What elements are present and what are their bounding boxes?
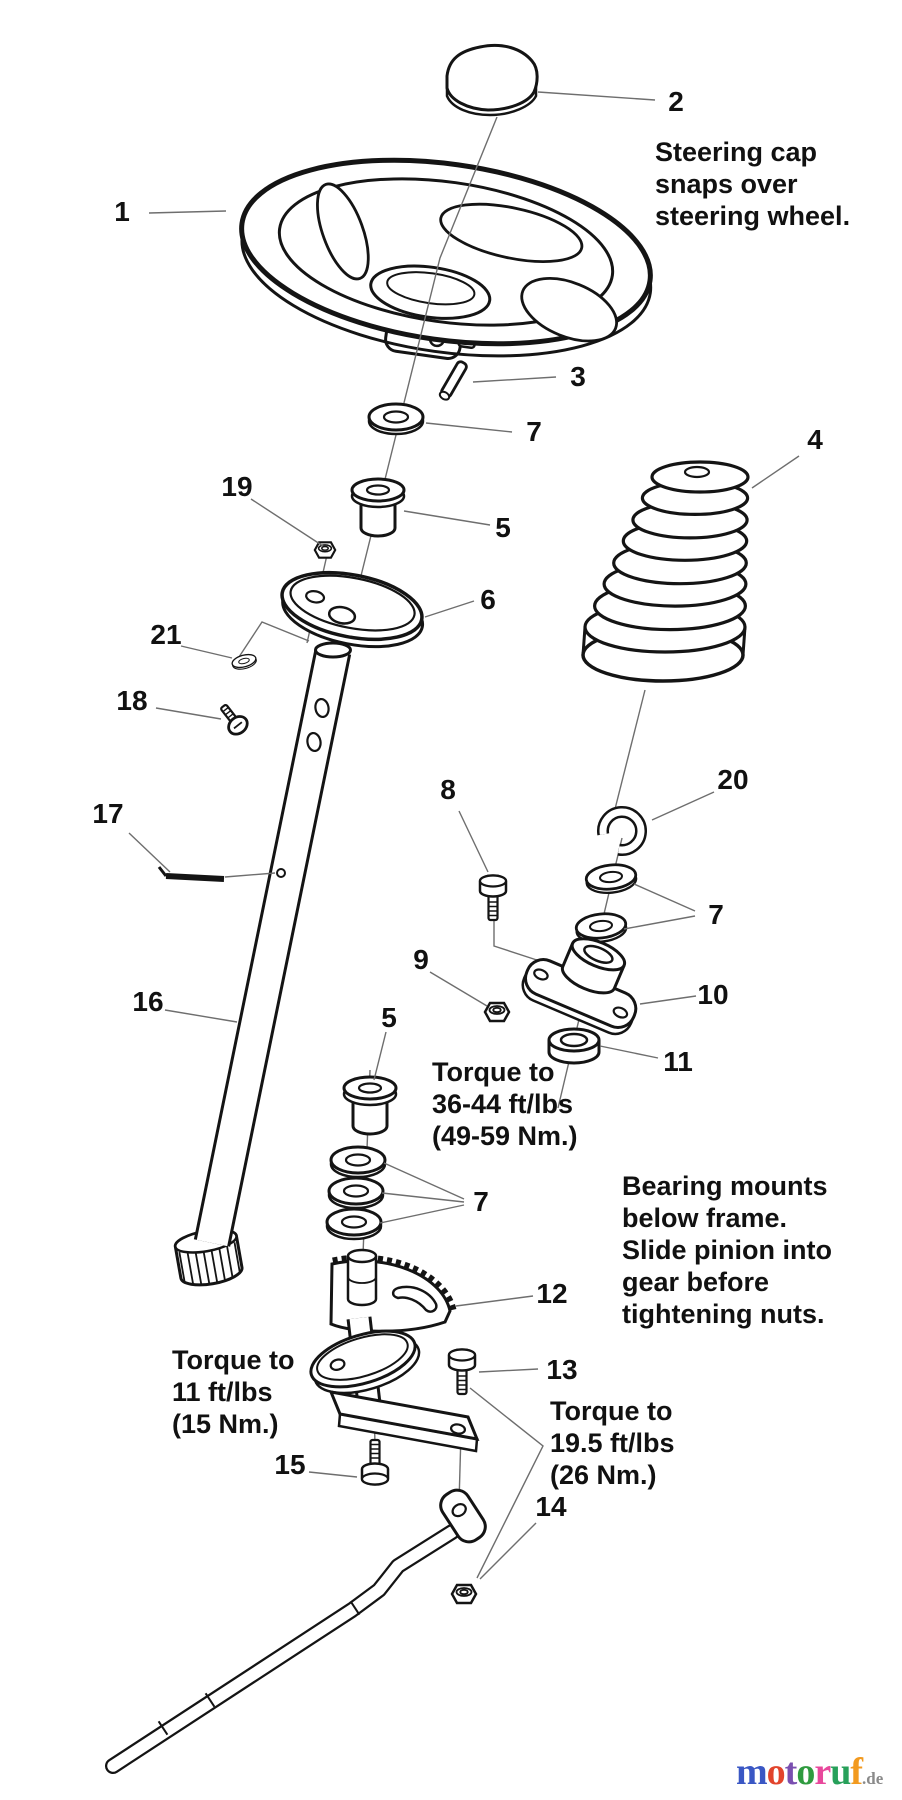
logo-letter: o — [766, 1751, 785, 1793]
svg-text:(49-59 Nm.): (49-59 Nm.) — [432, 1121, 578, 1151]
note-torque-11 — [172, 1345, 294, 1439]
washer-7-upper-right — [585, 863, 637, 896]
svg-text:below frame.: below frame. — [622, 1203, 788, 1233]
washer-7-stack-3 — [327, 1209, 381, 1239]
callout-17: 17 — [92, 798, 124, 829]
logo-tld: .de — [861, 1769, 884, 1788]
lock-nut-19 — [315, 542, 335, 557]
svg-text:11 ft/lbs: 11 ft/lbs — [172, 1377, 273, 1407]
logo-letter: m — [736, 1751, 767, 1793]
callout-3: 3 — [570, 361, 586, 392]
callout-21: 21 — [150, 619, 182, 650]
callout-5-top: 5 — [495, 512, 511, 543]
callout-15: 15 — [274, 1449, 306, 1480]
steering-boot-bellows — [583, 462, 748, 681]
svg-text:36-44 ft/lbs: 36-44 ft/lbs — [432, 1089, 574, 1119]
svg-text:steering wheel.: steering wheel. — [655, 201, 851, 231]
flange-nut-9 — [485, 1003, 509, 1021]
logo-letter: u — [830, 1751, 851, 1793]
logo-letter: r — [814, 1751, 831, 1793]
svg-text:Torque to: Torque to — [432, 1057, 555, 1087]
washer-21 — [231, 652, 258, 671]
callout-14: 14 — [535, 1491, 567, 1522]
note-bearing-mounts — [622, 1171, 832, 1329]
callout-7-right: 7 — [708, 899, 724, 930]
note-steering-cap — [655, 137, 850, 231]
callout-2: 2 — [668, 86, 684, 117]
drag-link — [113, 1485, 490, 1766]
callout-8: 8 — [440, 774, 456, 805]
flange-nut-14 — [452, 1585, 476, 1603]
callout-11: 11 — [663, 1046, 693, 1077]
washer-7-stack-1 — [331, 1147, 385, 1177]
roll-pin-3 — [438, 360, 467, 401]
callout-5-mid: 5 — [381, 1002, 397, 1033]
washer-7-stack-2 — [329, 1178, 383, 1208]
callout-12: 12 — [536, 1278, 568, 1309]
svg-text:Bearing mounts: Bearing mounts — [622, 1171, 828, 1201]
motoruf-logo — [736, 1750, 883, 1794]
callout-1: 1 — [114, 196, 130, 227]
note-torque-36-44 — [432, 1057, 578, 1151]
bearing-plate-6 — [275, 562, 430, 657]
callout-9: 9 — [413, 944, 429, 975]
sector-gear-12 — [331, 1250, 452, 1331]
svg-text:tightening nuts.: tightening nuts. — [622, 1299, 825, 1329]
support-plate — [304, 1320, 425, 1405]
callout-20: 20 — [717, 764, 749, 795]
svg-text:gear before: gear before — [622, 1267, 770, 1297]
flange-bearing-10 — [517, 920, 655, 1039]
callout-7-stack: 7 — [473, 1186, 489, 1217]
svg-text:Slide pinion into: Slide pinion into — [622, 1235, 832, 1265]
callout-4: 4 — [807, 424, 823, 455]
svg-text:(15 Nm.): (15 Nm.) — [172, 1409, 279, 1439]
svg-text:snaps over: snaps over — [655, 169, 798, 199]
roll-pin-17 — [159, 867, 224, 879]
callout-18: 18 — [116, 685, 148, 716]
hex-bolt-8 — [480, 876, 506, 921]
hex-bolt-15 — [362, 1440, 388, 1485]
washer-7-top — [369, 404, 423, 434]
svg-text:Steering cap: Steering cap — [655, 137, 818, 167]
svg-text:(26 Nm.): (26 Nm.) — [550, 1460, 657, 1490]
bushing-11 — [549, 1029, 599, 1063]
callout-10: 10 — [697, 979, 729, 1010]
steering-cap — [447, 45, 537, 115]
callout-6: 6 — [480, 584, 496, 615]
svg-text:Torque to: Torque to — [172, 1345, 295, 1375]
svg-text:19.5 ft/lbs: 19.5 ft/lbs — [550, 1428, 675, 1458]
callout-13: 13 — [546, 1354, 578, 1385]
callout-16: 16 — [132, 986, 164, 1017]
logo-letter: t — [784, 1751, 797, 1793]
note-torque-19-5 — [550, 1396, 675, 1490]
svg-text:Torque to: Torque to — [550, 1396, 673, 1426]
e-clip-20 — [603, 812, 641, 850]
callout-19: 19 — [221, 471, 253, 502]
bushing-5-top — [352, 479, 404, 536]
bushing-5-mid — [344, 1077, 396, 1134]
mounting-bar — [331, 1392, 477, 1451]
hex-bolt-13 — [449, 1350, 475, 1395]
callout-7-top: 7 — [526, 416, 542, 447]
logo-letter: o — [796, 1751, 815, 1793]
logo-letter: f — [850, 1751, 862, 1793]
